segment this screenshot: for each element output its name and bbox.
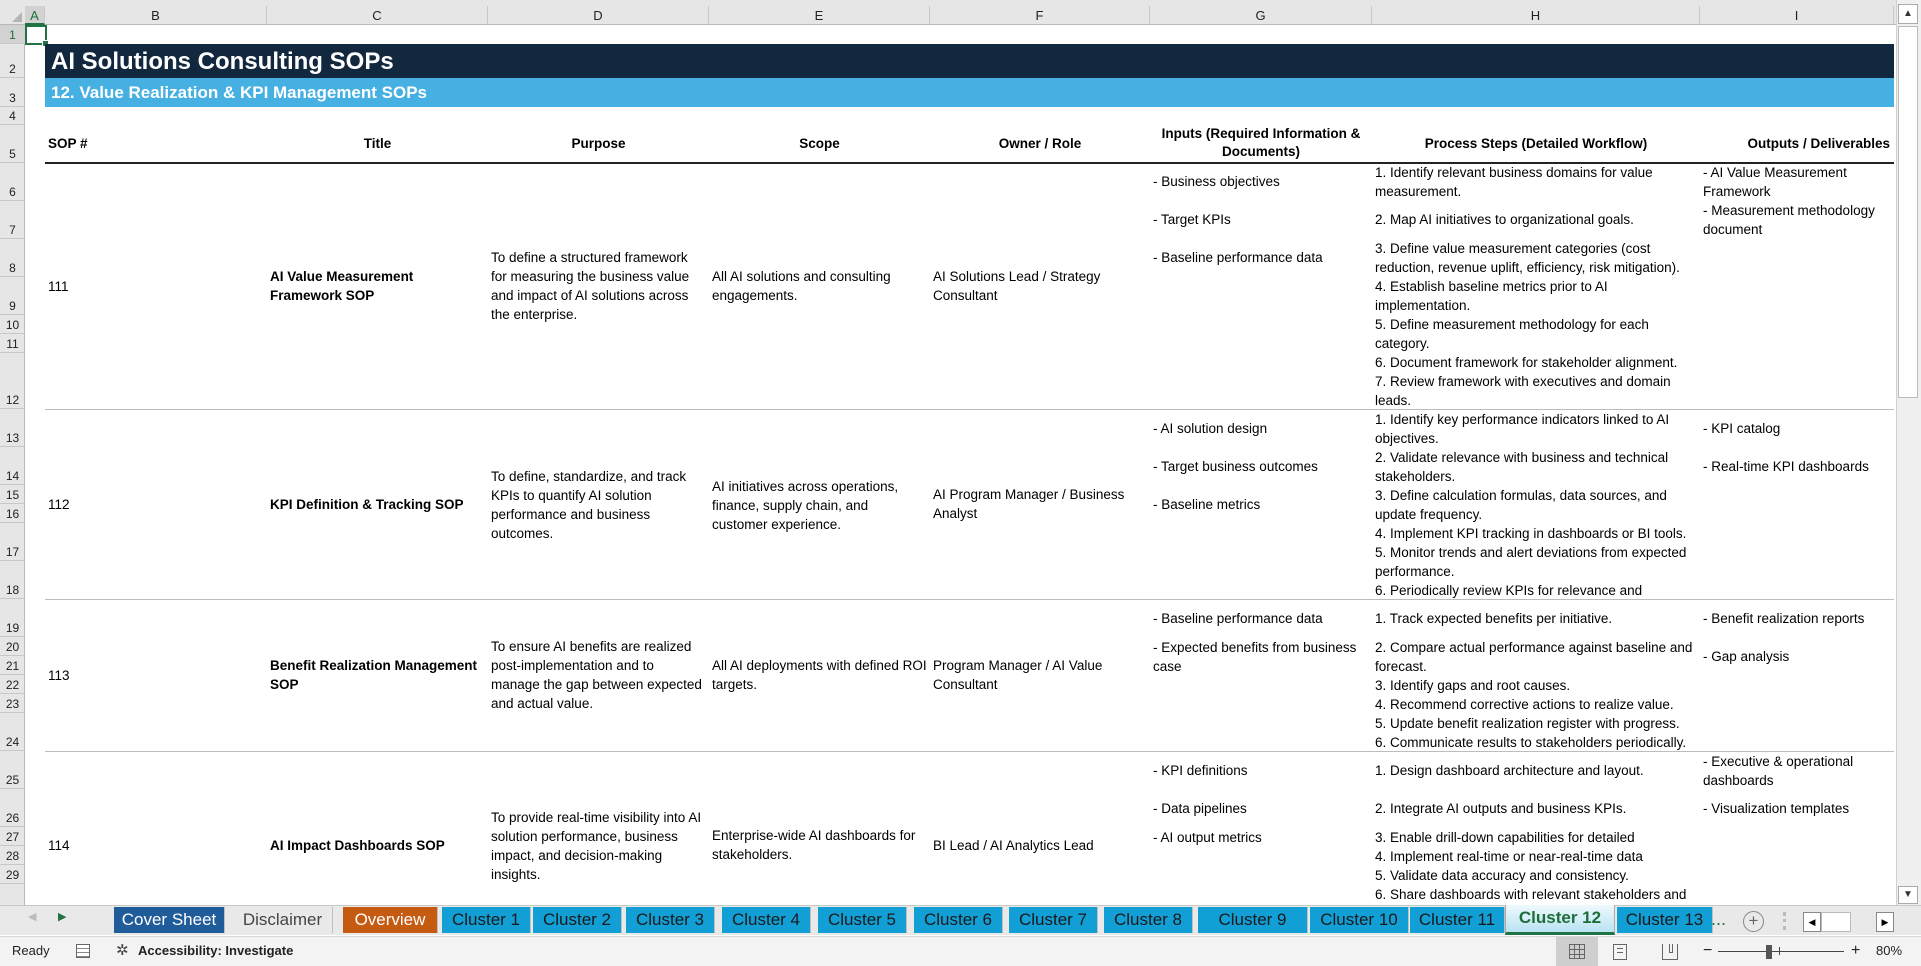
process-step: 4. Implement KPI tracking in dashboards or BI tools. [1375, 526, 1687, 541]
column-header-a[interactable]: A [25, 6, 45, 25]
process-step: 6. Share dashboards with relevant stakeholders and [1375, 887, 1687, 902]
sop-title-cell[interactable]: Benefit Realization Management SOP [270, 658, 478, 692]
column-header-h[interactable]: H [1372, 6, 1700, 25]
sheet-tab-cluster-6[interactable]: Cluster 6 [914, 907, 1003, 933]
sheet-tab-disclaimer[interactable]: Disclaimer [233, 907, 333, 933]
header-inputs: Inputs (Required Information & Documents) [1161, 126, 1361, 159]
input-item: - KPI definitions [1153, 763, 1248, 778]
tab-scroll-left-icon[interactable]: ◀ [28, 911, 37, 923]
output-item: - Real-time KPI dashboards [1703, 459, 1869, 474]
sop-purpose-cell[interactable]: To define, standardize, and track KPIs to quantify AI solution performance and business outcomes. [491, 469, 687, 541]
column-header-g[interactable]: G [1150, 6, 1372, 25]
row-header-4[interactable]: 4 [0, 107, 25, 125]
input-item: - Target business outcomes [1153, 459, 1318, 474]
header-owner: Owner / Role [998, 136, 1082, 151]
row-header-15[interactable]: 15 [0, 485, 25, 504]
sop-scope-cell[interactable]: All AI deployments with defined ROI targets. [712, 658, 927, 692]
output-item: - KPI catalog [1703, 421, 1781, 436]
row-header-21[interactable]: 21 [0, 656, 25, 675]
page-break-view-icon[interactable] [1662, 944, 1678, 960]
sop-number-cell[interactable]: 112 [48, 497, 70, 512]
output-item: - Executive & operational dashboards [1703, 754, 1854, 788]
horizontal-scroll-thumb[interactable] [1821, 912, 1851, 932]
input-item: - Data pipelines [1153, 801, 1247, 816]
row-header-14[interactable]: 14 [0, 447, 25, 485]
tab-scroll-right-icon[interactable]: ▶ [58, 911, 67, 923]
sop-purpose-cell[interactable]: To ensure AI benefits are realized post-implementation and to manage the gap between expected and actual value. [491, 639, 702, 711]
sheet-tab-cluster-1[interactable]: Cluster 1 [442, 907, 531, 933]
sheet-subtitle: 12. Value Realization & KPI Management SOPs [45, 78, 1894, 107]
zoom-slider-thumb[interactable] [1766, 945, 1772, 959]
row-header-18[interactable]: 18 [0, 561, 25, 599]
sop-scope-cell[interactable]: AI initiatives across operations, finance, supply chain, and customer experience. [712, 478, 899, 532]
column-header-b[interactable]: B [45, 6, 267, 25]
column-header-i[interactable]: I [1700, 6, 1894, 25]
row-header-20[interactable]: 20 [0, 637, 25, 656]
process-step: 1. Identify key performance indicators linked to AI objectives. [1375, 412, 1670, 446]
tab-split-handle[interactable] [1783, 912, 1786, 930]
process-step: 5. Define measurement methodology for each category. [1375, 317, 1649, 351]
more-tabs-button[interactable]: ... [1711, 909, 1727, 929]
sop-owner-cell[interactable]: BI Lead / AI Analytics Lead [933, 838, 1094, 853]
sheet-tab-cluster-10[interactable]: Cluster 10 [1310, 907, 1409, 933]
input-item: - Baseline metrics [1153, 497, 1261, 512]
row-header-27[interactable]: 27 [0, 827, 25, 846]
row-header-10[interactable]: 10 [0, 315, 25, 334]
zoom-slider-tick [1779, 947, 1780, 955]
row-header-7[interactable]: 7 [0, 201, 25, 239]
row-header-6[interactable]: 6 [0, 163, 25, 201]
status-ready: Ready [12, 943, 50, 958]
sop-title-cell[interactable]: AI Value Measurement Framework SOP [270, 269, 414, 303]
process-step: 3. Define value measurement categories (cost reduction, revenue uplift, efficiency, risk mitigation). [1375, 241, 1680, 275]
input-item: - Baseline performance data [1153, 611, 1323, 626]
sop-scope-cell[interactable]: Enterprise-wide AI dashboards for stakeholders. [712, 828, 916, 862]
sop-number-cell[interactable]: 111 [48, 278, 69, 294]
sheet-tab-cluster-11[interactable]: Cluster 11 [1410, 907, 1505, 933]
row-header-29[interactable]: 29 [0, 865, 25, 884]
zoom-level[interactable]: 80% [1876, 943, 1903, 958]
sheet-tab-cluster-13[interactable]: Cluster 13 [1617, 907, 1713, 933]
grid-view-icon [1569, 944, 1585, 959]
row-header-28[interactable]: 28 [0, 846, 25, 865]
sop-number-cell[interactable]: 113 [48, 668, 70, 683]
sop-owner-cell[interactable]: AI Program Manager / Business Analyst [933, 487, 1125, 521]
accessibility-status[interactable]: Accessibility: Investigate [138, 943, 294, 958]
select-all-button[interactable] [0, 0, 25, 25]
process-step: 2. Map AI initiatives to organizational goals. [1375, 212, 1634, 227]
sop-owner-cell[interactable]: AI Solutions Lead / Strategy Consultant [933, 269, 1101, 303]
column-header-c[interactable]: C [267, 6, 488, 25]
sop-purpose-cell[interactable]: To define a structured framework for measuring the business value and impact of AI solutions across the enterprise. [491, 250, 690, 322]
header-title: Title [363, 136, 392, 151]
sheet-tab-cluster-9[interactable]: Cluster 9 [1198, 907, 1308, 933]
process-step: 5. Monitor trends and alert deviations from expected performance. [1375, 545, 1687, 579]
row-header-17[interactable]: 17 [0, 523, 25, 561]
process-step: 4. Recommend corrective actions to realize value. [1375, 697, 1674, 712]
sheet-tab-cluster-12[interactable]: Cluster 12 [1505, 905, 1615, 935]
sop-title-cell[interactable]: KPI Definition & Tracking SOP [270, 497, 464, 512]
column-header-d[interactable]: D [488, 6, 709, 25]
input-item: - Expected benefits from business case [1153, 640, 1357, 674]
sop-owner-cell[interactable]: Program Manager / AI Value Consultant [933, 658, 1103, 692]
row-header-5[interactable]: 5 [0, 125, 25, 163]
row-header-22[interactable]: 22 [0, 675, 25, 694]
output-item: - Visualization templates [1703, 801, 1850, 816]
process-step: 3. Identify gaps and root causes. [1375, 678, 1571, 693]
sheet-tab-cluster-2[interactable]: Cluster 2 [533, 907, 622, 933]
row-header-26[interactable]: 26 [0, 789, 25, 827]
process-step: 6. Document framework for stakeholder alignment. [1375, 355, 1678, 370]
scroll-down-arrow-icon[interactable]: ▼ [1898, 886, 1918, 904]
sop-scope-cell[interactable]: All AI solutions and consulting engagements. [712, 269, 891, 303]
row-header-12[interactable]: 12 [0, 353, 25, 409]
row-header-25[interactable]: 25 [0, 751, 25, 789]
output-item: - Benefit realization reports [1703, 611, 1865, 626]
add-sheet-icon[interactable]: + [1743, 911, 1764, 932]
sheet-tab-cluster-7[interactable]: Cluster 7 [1009, 907, 1098, 933]
sop-purpose-cell[interactable]: To provide real-time visibility into AI solution performance, business impact, and decision-making insights. [491, 810, 702, 882]
process-step: 3. Enable drill-down capabilities for detailed [1375, 830, 1635, 845]
header-process-steps: Process Steps (Detailed Workflow) [1424, 136, 1648, 151]
zoom-slider-track[interactable] [1718, 951, 1844, 952]
zoom-in-button[interactable]: + [1851, 942, 1861, 959]
input-item: - AI output metrics [1153, 830, 1262, 845]
sheet-title: AI Solutions Consulting SOPs [45, 44, 1894, 78]
hscroll-right-icon[interactable]: ▶ [1876, 912, 1894, 932]
output-item: - Gap analysis [1703, 649, 1790, 664]
input-item: - Baseline performance data [1153, 250, 1323, 265]
process-step: 6. Communicate results to stakeholders periodically. [1375, 735, 1687, 750]
process-step: 2. Integrate AI outputs and business KPIs. [1375, 801, 1627, 816]
process-step: 6. Periodically review KPIs for relevance and [1375, 583, 1643, 598]
sop-number-cell[interactable]: 114 [48, 838, 70, 853]
vertical-scroll-thumb[interactable] [1898, 26, 1918, 398]
normal-view-button[interactable] [1556, 937, 1598, 966]
row-header-8[interactable]: 8 [0, 239, 25, 277]
row-header-13[interactable]: 13 [0, 409, 25, 447]
column-header-f[interactable]: F [930, 6, 1150, 25]
row-header-2[interactable]: 2 [0, 44, 25, 78]
column-header-e[interactable]: E [709, 6, 930, 25]
output-item: - AI Value Measurement Framework [1703, 165, 1847, 199]
hscroll-left-icon[interactable]: ◀ [1803, 912, 1821, 932]
scroll-up-arrow-icon[interactable]: ▲ [1898, 4, 1918, 24]
selected-cell-a1[interactable] [25, 25, 47, 45]
process-step: 4. Implement real-time or near-real-time data [1375, 849, 1643, 864]
process-step: 7. Review framework with executives and domain leads. [1375, 374, 1671, 408]
sheet-tab-cluster-8[interactable]: Cluster 8 [1104, 907, 1193, 933]
sheet-tab-overview[interactable]: Overview [343, 907, 438, 933]
row-header-3[interactable]: 3 [0, 78, 25, 107]
row-divider [45, 599, 1894, 600]
row-header-19[interactable]: 19 [0, 599, 25, 637]
header-outputs: Outputs / Deliverables [1747, 136, 1890, 151]
process-step: 4. Establish baseline metrics prior to AI implementation. [1375, 279, 1608, 313]
zoom-out-button[interactable]: − [1703, 942, 1713, 959]
sheet-tab-cluster-5[interactable]: Cluster 5 [818, 907, 907, 933]
page-layout-view-icon[interactable] [1613, 944, 1627, 960]
sheet-tab-cluster-3[interactable]: Cluster 3 [626, 907, 715, 933]
macro-recorder-icon[interactable] [76, 944, 90, 958]
header-sop-num: SOP # [48, 136, 88, 151]
output-item: - Measurement methodology document [1703, 203, 1875, 237]
row-header-1[interactable]: 1 [0, 25, 25, 44]
row-header-16[interactable]: 16 [0, 504, 25, 523]
process-step: 1. Identify relevant business domains for value measurement. [1375, 165, 1653, 199]
process-step: 2. Compare actual performance against baseline and forecast. [1375, 640, 1693, 674]
sheet-tab-cluster-4[interactable]: Cluster 4 [722, 907, 811, 933]
process-step: 5. Validate data accuracy and consistency. [1375, 868, 1629, 883]
process-step: 2. Validate relevance with business and technical stakeholders. [1375, 450, 1669, 484]
input-item: - Target KPIs [1153, 212, 1231, 227]
row-header-24[interactable]: 24 [0, 713, 25, 751]
sheet-tab-cover-sheet[interactable]: Cover Sheet [114, 907, 225, 933]
row-header-11[interactable]: 11 [0, 334, 25, 353]
input-item: - Business objectives [1153, 174, 1280, 189]
accessibility-icon[interactable]: ✲ [116, 942, 129, 959]
row-header-23[interactable]: 23 [0, 694, 25, 713]
sop-title-cell[interactable]: AI Impact Dashboards SOP [270, 838, 445, 853]
input-item: - AI solution design [1153, 421, 1268, 436]
header-purpose: Purpose [571, 136, 626, 151]
process-step: 5. Update benefit realization register with progress. [1375, 716, 1680, 731]
row-header-9[interactable]: 9 [0, 277, 25, 315]
process-step: 1. Track expected benefits per initiative. [1375, 611, 1613, 626]
process-step: 1. Design dashboard architecture and layout. [1375, 763, 1644, 778]
header-scope: Scope [799, 136, 840, 151]
process-step: 3. Define calculation formulas, data sources, and update frequency. [1375, 488, 1667, 522]
